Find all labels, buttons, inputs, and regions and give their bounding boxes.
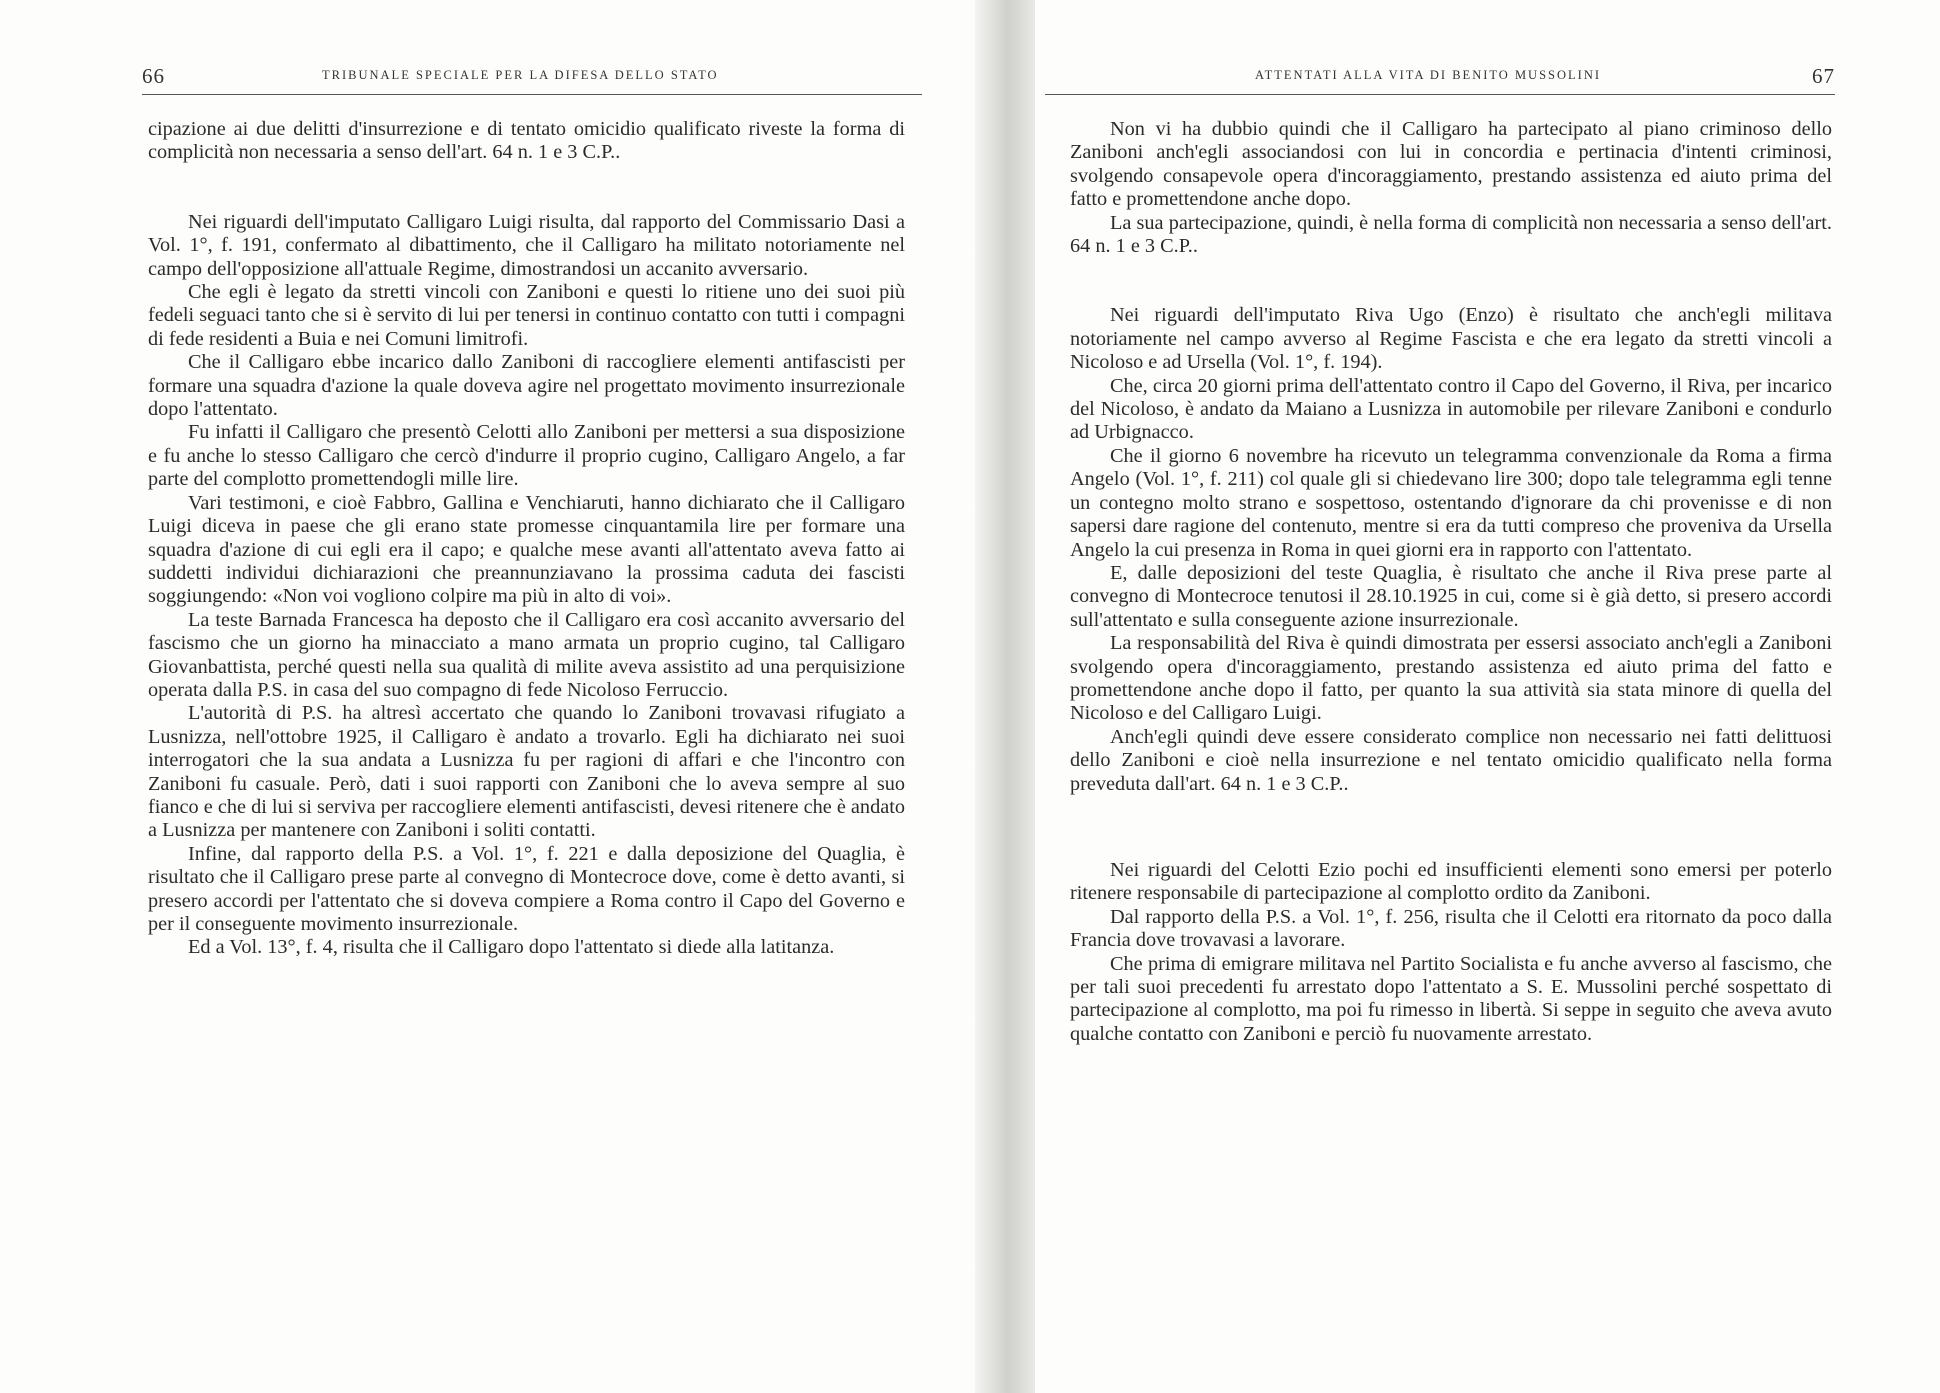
paragraph: E, dalle deposizioni del teste Quaglia, è risultato che anche il Riva prese parte al convegno di Montecroce tenutosi il 28.10.1925 in cui, come si è già detto, si presero accordi sull'attentato e sulla conseguente azione insurrezionale.: [1070, 561, 1832, 631]
running-head-right: [1045, 64, 1835, 95]
left-page-body: [148, 118, 905, 960]
paragraph: Non vi ha dubbio quindi che il Calligaro ha partecipato al piano criminoso dello Zaniboni anch'egli associandosi con lui in concordia e pertinacia d'intenti criminosi, svolgendo consapevole opera d'incoraggiamento, prestando assistenza ed aiuto prima del fatto e promettendone anche dopo.: [1070, 118, 1832, 211]
paragraph: Che egli è legato da stretti vincoli con Zaniboni e questi lo ritiene uno dei suoi più fedeli seguaci tanto che si è servito di lui per tenersi in continuo contatto con tutti i compagni di fede residenti a Buia e nei Comuni limitrofi.: [148, 281, 905, 350]
paragraph: La teste Barnada Francesca ha deposto che il Calligaro era così accanito avversario del fascismo che un giorno ha minacciato a mano armata un proprio cugino, tal Calligaro Giovanbattista, perché questi nella sua qualità di milite aveva assistito ad una perquisizione operata dalla P.S. in casa del suo compagno di fede Nicoloso Ferruccio.: [148, 608, 905, 701]
paragraph: Anch'egli quindi deve essere considerato complice non necessario nei fatti delittuosi dello Zaniboni e cioè nella insurrezione e nel tentato omicidio qualificato nella forma preveduta dall'art. 64 n. 1 e 3 C.P..: [1070, 725, 1832, 795]
paragraph: Nei riguardi dell'imputato Calligaro Luigi risulta, dal rapporto del Commissario Dasi a Vol. 1°, f. 191, confermato al dibattimento, che il Calligaro ha militato notoriamente nel campo dell'opposizione all'attuale Regime, dimostrandosi un accanito avversario.: [148, 210, 905, 280]
paragraph: Fu infatti il Calligaro che presentò Celotti allo Zaniboni per mettersi a sua disposizione e fu anche lo stesso Calligaro che cercò d'indurre il proprio cugino, Calligaro Angelo, a far parte del complotto promettendogli mille lire.: [148, 421, 905, 491]
paragraph: Ed a Vol. 13°, f. 4, risulta che il Calligaro dopo l'attentato si diede alla latitanza.: [188, 936, 835, 959]
paragraph: Vari testimoni, e cioè Fabbro, Gallina e Venchiaruti, hanno dichiarato che il Calligaro Luigi diceva in paese che gli erano state promesse cinquantamila lire per formare una squadra d'azione di cui egli era il capo; e qualche mese avanti all'attentato aveva fatto ai suddetti individui dichiarazioni che preannunziavano la prossima caduta dei fascisti soggiungendo: «Non voi vogliono colpire ma più in alto di voi».: [148, 491, 905, 608]
paragraph: Che, circa 20 giorni prima dell'attentato contro il Capo del Governo, il Riva, per incarico del Nicoloso, è andato da Maiano a Lusnizza in automobile per rilevare Zaniboni e condurlo ad Urbignacco.: [1070, 374, 1832, 444]
running-head-title-left: TRIBUNALE SPECIALE PER LA DIFESA DELLO STATO: [322, 68, 719, 82]
running-head-left: [142, 64, 922, 95]
paragraph: Dal rapporto della P.S. a Vol. 1°, f. 256, risulta che il Celotti era ritornato da poco dalla Francia dove trovavasi a lavorare.: [1070, 905, 1832, 952]
paragraph: Che il giorno 6 novembre ha ricevuto un telegramma convenzionale da Roma a firma Angelo (Vol. 1°, f. 211) col quale gli si chiedevano lire 300; dopo tale telegramma egli tenne un contegno molto strano e sospettoso, ostentando d'ignorare da chi provenisse e di non sapersi dare ragione del contenuto, mentre si era da tutti compreso che proveniva da Ursella Angelo la cui presenza in Roma in quei giorni era in rapporto con l'attentato.: [1070, 444, 1832, 561]
paragraph: Nei riguardi dell'imputato Riva Ugo (Enzo) è risultato che anch'egli militava notoriamente nel campo avverso al Regime Fascista e che era legato da stretti vincoli a Nicoloso e ad Ursella (Vol. 1°, f. 194).: [1070, 304, 1832, 374]
paragraph: La responsabilità del Riva è quindi dimostrata per essersi associato anch'egli a Zaniboni svolgendo opera d'incoraggiamento, prestando assistenza ed aiuto prima del fatto e promettendone anche dopo il fatto, per quanto la sua attività sia stata minore di quella del Nicoloso e del Calligaro Luigi.: [1070, 632, 1832, 725]
book-gutter-shadow: [975, 0, 1035, 1393]
paragraph: L'autorità di P.S. ha altresì accertato che quando lo Zaniboni trovavasi rifugiato a Lusnizza, nell'ottobre 1925, il Calligaro è andato a trovarlo. Egli ha dichiarato nei suoi interrogatori che la sua andata a Lusnizza fu per ragioni di affari e che l'incontro con Zaniboni fu casuale. Però, dati i suoi rapporti con Zaniboni che lo aveva sempre al suo fianco e che di lui si serviva per raccogliere elementi antifascisti, devesi ritenere che è andato a Lusnizza per mantenere con Zaniboni i soliti contatti.: [148, 702, 905, 842]
paragraph: La sua partecipazione, quindi, è nella forma di complicità non necessaria a senso dell'art. 64 n. 1 e 3 C.P..: [1070, 211, 1832, 258]
page-number-left: 66: [142, 64, 165, 88]
right-page-body: [1070, 118, 1832, 1046]
paragraph: Nei riguardi del Celotti Ezio pochi ed insufficienti elementi sono emersi per poterlo ritenere responsabile di partecipazione al complotto ordito da Zaniboni.: [1070, 858, 1832, 905]
right-page: [1035, 0, 1940, 1393]
page-number-right: 67: [1812, 64, 1835, 88]
paragraph: Infine, dal rapporto della P.S. a Vol. 1°, f. 221 e dalla deposizione del Quaglia, è risultato che il Calligaro prese parte al convegno di Montecroce dove, come è detto avanti, si presero accordi per l'attentato che si doveva compiere a Roma contro il Capo del Governo e per il conseguente movimento insurrezionale.: [148, 842, 905, 935]
paragraph: cipazione ai due delitti d'insurrezione e di tentato omicidio qualificato riveste la forma di complicità non necessaria a senso dell'art. 64 n. 1 e 3 C.P..: [148, 118, 905, 164]
paragraph: Che prima di emigrare militava nel Partito Socialista e fu anche avverso al fascismo, che per tali suoi precedenti fu arrestato dopo l'attentato a S. E. Mussolini perché sospettato di partecipazione al complotto, ma poi fu rimesso in libertà. Si seppe in seguito che aveva avuto qualche contatto con Zaniboni e perciò fu nuovamente arrestato.: [1070, 952, 1832, 1045]
paragraph: Che il Calligaro ebbe incarico dallo Zaniboni di raccogliere elementi antifascisti per formare una squadra d'azione la quale doveva agire nel progettato movimento insurrezionale dopo l'attentato.: [148, 351, 905, 421]
running-head-title-right: ATTENTATI ALLA VITA DI BENITO MUSSOLINI: [1255, 68, 1602, 82]
